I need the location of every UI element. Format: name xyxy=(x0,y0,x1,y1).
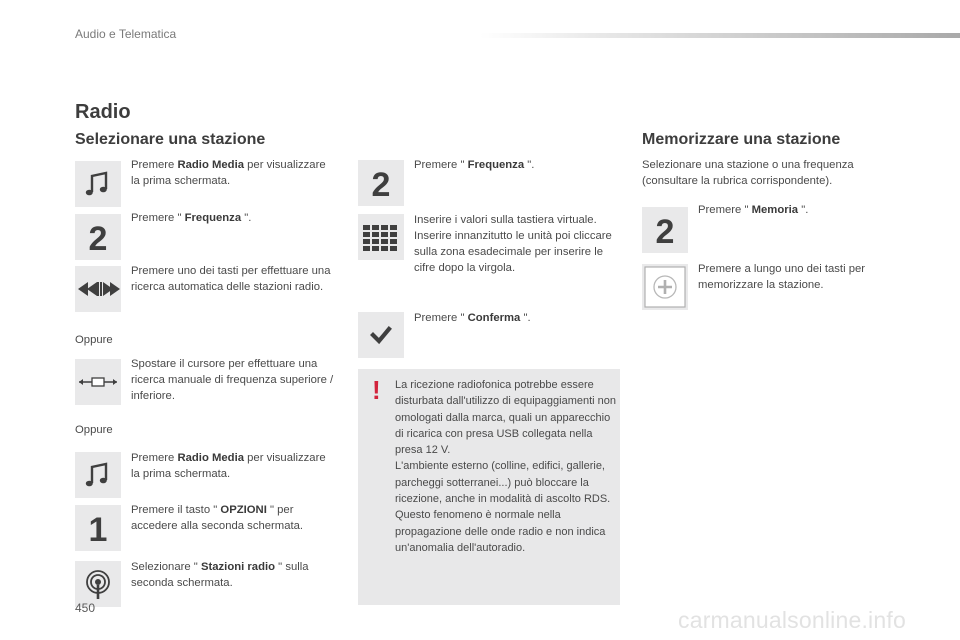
right-section-title: Memorizzare una stazione xyxy=(642,131,841,148)
warning-note-text: La ricezione radiofonica potrebbe essere disturbata dall'utilizzo di equipaggiamenti non omologati dalla marca, quali un apparecchio di ricarica con presa USB collegata nella presa 12 V. L'ambiente esterno (colline, edifici, gallerie, parcheggi sotterranei...) può bloccare la ricezione, anche in modalità di ascolto RDS. Questo fenomeno è normale nella propagazione delle onde radio e non indica un'anomalia dell'autoradio. xyxy=(395,379,617,554)
number-badge-icon xyxy=(642,207,688,253)
warning-note-box xyxy=(358,369,620,605)
warning-exclamation-icon: ! xyxy=(372,375,381,405)
plus-icon xyxy=(642,264,688,310)
left-step3-text: Premere uno dei tasti per effettuare una ricerca automatica delle stazioni radio. xyxy=(131,265,331,293)
watermark-text: carmanualsonline.info xyxy=(678,607,906,633)
left-step4-text: Spostare il cursore per effettuare una ricerca manuale di frequenza superiore / inferiore. xyxy=(131,358,334,402)
middle-step2-text: Inserire i valori sulla tastiera virtuale. Inserire innanzitutto le unità poi cliccare sulla zona esadecimale per inserire le cifre dopo la virgola. xyxy=(414,214,612,274)
left-step5-text: Premere Radio Media per visualizzare la prima schermata. xyxy=(131,452,326,480)
number-badge-icon xyxy=(75,214,121,260)
number-badge-icon xyxy=(358,160,404,206)
middle-step1-text: Premere " Frequenza ". xyxy=(414,159,535,171)
left-section-title: Selezionare una stazione xyxy=(75,131,266,148)
keypad-icon xyxy=(358,214,404,260)
frequency-slider-icon xyxy=(75,359,121,405)
right-step1-text: Premere " Memoria ". xyxy=(698,204,809,216)
left-step1-text: Premere Radio Media per visualizzare la prima schermata. xyxy=(131,159,326,187)
left-step6-text: Premere il tasto " OPZIONI " per accedere alla seconda schermata. xyxy=(131,504,304,532)
svg-text:2: 2 xyxy=(655,213,675,251)
svg-text:2: 2 xyxy=(371,166,391,204)
right-intro-text: Selezionare una stazione o una frequenza (consultare la rubrica corrispondente). xyxy=(642,159,854,187)
seek-arrows-icon xyxy=(75,266,121,312)
svg-text:2: 2 xyxy=(88,220,108,258)
middle-step3-text: Premere " Conferma ". xyxy=(414,312,531,324)
page-title: Radio xyxy=(75,101,131,123)
right-step2-text: Premere a lungo uno dei tasti per memorizzare la stazione. xyxy=(698,263,866,291)
music-note-icon xyxy=(75,161,121,207)
page-number: 450 xyxy=(75,601,96,615)
number-badge-icon xyxy=(75,505,121,551)
header-gradient-bar xyxy=(480,33,960,38)
music-note-icon xyxy=(75,452,121,498)
left-step2-text: Premere " Frequenza ". xyxy=(131,212,252,224)
or-label: Oppure xyxy=(75,334,113,346)
left-step7-text: Selezionare " Stazioni radio " sulla seconda schermata. xyxy=(131,561,309,589)
section-header: Audio e Telematica xyxy=(75,27,177,41)
svg-text:1: 1 xyxy=(88,511,108,549)
or-label: Oppure xyxy=(75,424,113,436)
checkmark-icon xyxy=(358,312,404,358)
